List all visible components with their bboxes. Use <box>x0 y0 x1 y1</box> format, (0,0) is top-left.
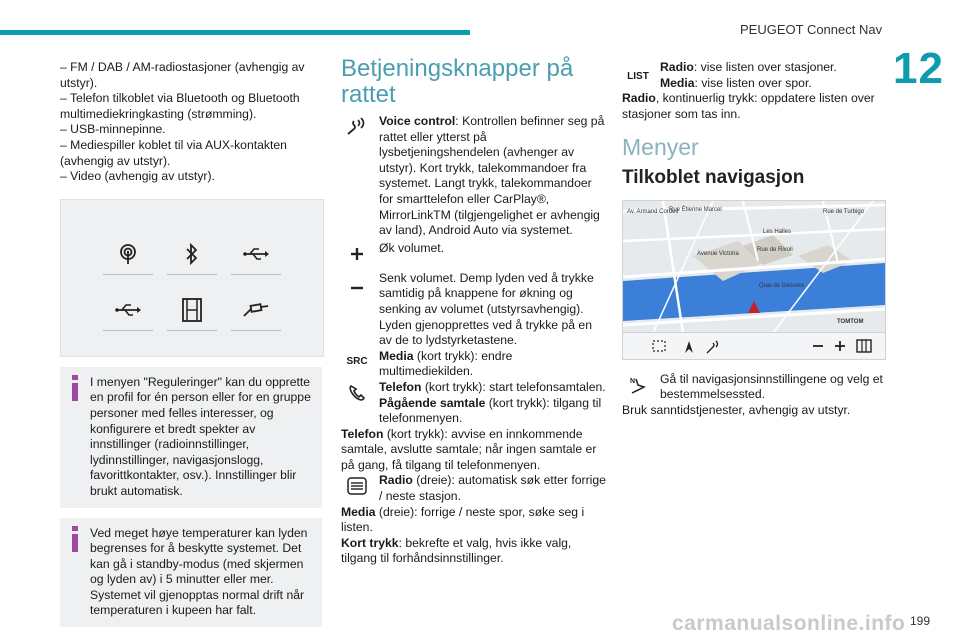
navigation-arrow-icon <box>624 374 652 396</box>
page-number: 199 <box>910 614 931 628</box>
phone2-label: Telefon <box>341 426 384 441</box>
info-icon <box>70 526 80 552</box>
voice-control-icon <box>343 116 371 138</box>
radio2-text: , kontinuerlig trykk: oppdatere listen over stasjoner som tas inn. <box>622 91 875 121</box>
nav-text-2: Bruk sanntidstjenester, avhengig av utstyr. <box>622 402 851 417</box>
map-label: Rue Étienne Marcel <box>669 206 722 213</box>
list-item: – Mediespiller koblet til via AUX-kontakten (avhengig av utstyr). <box>60 137 287 168</box>
info-text: Ved meget høye temperaturer kan lyden begrenses for å beskytte systemet. Det kan gå i standby-modus (med skjermen og lyden av) i 5 minutter eller mer. Systemet vil gjenopptas normal drift når temperaturen i kupeen har falt. <box>90 525 308 618</box>
watermark: carmanualsonline.info <box>672 612 906 635</box>
info-box-temperature <box>60 518 322 628</box>
column-1 <box>60 60 322 627</box>
nav-heading: Tilkoblet navigasjon <box>622 166 805 188</box>
volume-down-entry <box>341 271 607 349</box>
radio2-label: Radio <box>622 91 656 106</box>
bluetooth-icon <box>167 234 217 275</box>
map-label: Rue de Turbigo <box>823 208 865 215</box>
short-press-label: Kort trykk <box>341 535 399 550</box>
nav-text: Gå til navigasjonsinnstillingene og velg et bestemmelsessted. <box>660 371 883 402</box>
list-icon: LIST <box>627 71 649 83</box>
info-box-profiles <box>60 367 322 508</box>
video-icon <box>167 290 217 331</box>
short-press-text: : bekrefte et valg, hvis ikke valg, tilgang til forhåndsinnstillinger. <box>341 535 572 566</box>
src-icon: SRC <box>346 355 368 367</box>
radio-icon <box>103 234 153 275</box>
map-label: Avenue Victoria <box>697 250 739 257</box>
phone2-text: (kort trykk): avvise en innkommende samtale, avslutte samtale; når ingen samtale er på gang, få tilgang til telefonmenyen. <box>341 426 597 472</box>
list-item: – Video (avhengig av utstyr). <box>60 169 215 184</box>
phone-label: Telefon <box>379 379 422 394</box>
plus-icon <box>343 243 371 265</box>
list-entry <box>622 60 886 91</box>
radio-text: (dreie): automatisk søk etter forrige / neste stasjon. <box>379 473 606 504</box>
map-label: Les Halles <box>763 228 792 235</box>
volume-up-text: Øk volumet. <box>379 240 445 255</box>
call-text: (kort trykk): tilgang til telefonmenyen. <box>379 395 602 426</box>
column-3 <box>622 60 886 418</box>
column-2 <box>341 56 607 567</box>
usb-icon <box>231 234 281 275</box>
radio-text: : vise listen over stasjoner. <box>693 60 837 74</box>
usb-icon <box>103 290 153 331</box>
info-icon <box>70 375 80 401</box>
list-item: – Telefon tilkoblet via Bluetooth og Bluetooth multimediekringkasting (strømming). <box>60 91 300 121</box>
media2-label: Media <box>341 504 376 519</box>
nav-entry <box>622 372 886 403</box>
media-label: Media <box>379 348 414 363</box>
voice-label: Voice control <box>379 114 456 128</box>
volume-down-text: Senk volumet. Demp lyden ved å trykke samtidig på knappene for økning og senking av volumet (utstyrsavhengig). Lyden gjenopprettes ved å trykke på en av de to lydstyrketastene. <box>379 270 594 348</box>
svg-text:N: N <box>630 377 636 385</box>
map-label: Rue de Rivoli <box>757 246 793 253</box>
call-label: Pågående samtale <box>379 395 486 410</box>
phone-icon <box>343 382 371 404</box>
navigation-map-screenshot <box>622 200 886 360</box>
media-label: Media <box>660 75 695 90</box>
minus-icon <box>343 277 371 299</box>
volume-up-entry <box>341 241 607 269</box>
header-accent-bar <box>0 30 470 35</box>
voice-icon[interactable] <box>707 341 718 353</box>
list-item: – FM / DAB / AM-radiostasjoner (avhengig av utstyr). <box>60 60 305 90</box>
phone-entry <box>341 380 607 427</box>
map-label: Av. Armand Cordeil <box>627 208 679 215</box>
aux-icon <box>231 290 281 331</box>
section-heading: Betjeningsknapper på rattet <box>341 55 574 108</box>
map-view-icon[interactable] <box>857 340 871 352</box>
media-text: : vise listen over spor. <box>694 75 812 90</box>
radio-label: Radio <box>660 60 694 74</box>
voice-control-entry <box>341 114 607 239</box>
flag-icon[interactable] <box>653 341 665 351</box>
radio-label: Radio <box>379 473 413 488</box>
compass-icon[interactable] <box>685 341 693 353</box>
map-label: TOMTOM <box>837 318 864 325</box>
media2-text: (dreie): forrige / neste spor, søke seg i listen. <box>341 504 585 535</box>
info-text: I menyen "Reguleringer" kan du opprette en profil for én person eller for en gruppe personer med felles interesser, og konfigurere et bredt spekter av innstillinger (radioinnstillinger, lydinnstillinger, navigasjonslogg, favorittkontakter, osv.). Innstillinger blir brukt automatisk. <box>90 374 311 498</box>
menus-heading: Menyer <box>622 134 699 161</box>
src-entry <box>341 349 607 380</box>
media-text: (kort trykk): endre multimediekilden. <box>379 348 513 379</box>
phone-text: (kort trykk): start telefonsamtalen. <box>421 379 606 394</box>
list-item: – USB-minnepinne. <box>60 122 166 137</box>
header-title: PEUGEOT Connect Nav <box>740 22 883 37</box>
map-label: Quai de Gesvres <box>759 282 805 289</box>
map-toolbar <box>623 332 885 359</box>
chapter-number: 12 <box>893 44 944 93</box>
zoom-in-icon[interactable] <box>835 341 845 351</box>
source-icons-panel <box>60 199 324 357</box>
thumbwheel-entry <box>341 473 607 504</box>
voice-text: : Kontrollen befinner seg på rattet eller ytterst på lysbetjeningshendelen (avhenger av utstyr). Kort trykk, talekommandoer fra systemet. Langt trykk, talekommandoer for smarttelefon eller CarPlay®, MirrorLinkTM (tilgjengelighet er avhengig av land), Android Auto via systemet. <box>379 114 605 238</box>
thumbwheel-icon <box>343 475 371 497</box>
